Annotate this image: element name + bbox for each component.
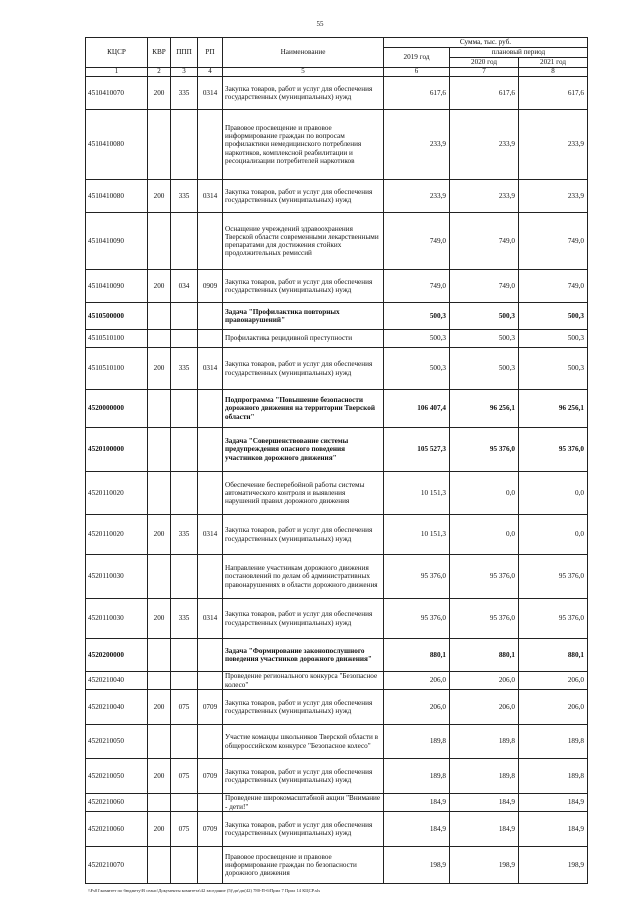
row-amount-2019: 206,0 (384, 690, 450, 725)
row-kcsr: 4520110020 (86, 515, 148, 555)
row-name: Проведение регионального конкурса "Безопасное колесо" (223, 672, 384, 690)
row-rp: 0314 (198, 515, 223, 555)
table-row (86, 794, 588, 812)
footer-file-path: \\Fs01\комитет по бюджету\В сеанс\Документы комитета\42 заседание (5)\дп\дп(42) 780-П-6\Прил 7 Прил 14 КЦСР.xls (88, 888, 321, 893)
row-rp: 0709 (198, 690, 223, 725)
table-row (86, 77, 588, 110)
row-amount-2019: 206,0 (384, 672, 450, 690)
row-rp (198, 639, 223, 672)
row-kcsr: 4520210050 (86, 759, 148, 794)
header-kvr: КВР (148, 38, 171, 68)
row-name: Закупка товаров, работ и услуг для обеспечения государственных (муниципальных) нужд (223, 270, 384, 303)
row-kcsr: 4520100000 (86, 428, 148, 472)
row-amount-2020: 95 376,0 (450, 599, 519, 639)
row-ppp (171, 303, 198, 330)
row-amount-2019: 184,9 (384, 812, 450, 847)
row-kvr (148, 213, 171, 270)
row-amount-2021: 95 376,0 (519, 555, 588, 599)
row-kcsr: 4520110030 (86, 599, 148, 639)
row-amount-2019: 106 407,4 (384, 390, 450, 428)
row-amount-2021: 500,3 (519, 348, 588, 390)
row-amount-2021: 96 256,1 (519, 390, 588, 428)
row-kvr: 200 (148, 812, 171, 847)
row-amount-2021: 500,3 (519, 303, 588, 330)
row-name: Правовое просвещение и правовое информирование граждан по безопасности дорожного движения (223, 847, 384, 884)
row-amount-2021: 189,8 (519, 725, 588, 759)
row-amount-2020: 189,8 (450, 725, 519, 759)
row-rp (198, 390, 223, 428)
row-ppp (171, 672, 198, 690)
table-row (86, 690, 588, 725)
row-amount-2019: 10 151,3 (384, 472, 450, 515)
row-kvr (148, 847, 171, 884)
row-kvr: 200 (148, 348, 171, 390)
row-amount-2021: 184,9 (519, 794, 588, 812)
row-name: Закупка товаров, работ и услуг для обеспечения государственных (муниципальных) нужд (223, 812, 384, 847)
row-kcsr: 4510510100 (86, 330, 148, 348)
row-kcsr: 4520110030 (86, 555, 148, 599)
table-row (86, 330, 588, 348)
row-amount-2019: 880,1 (384, 639, 450, 672)
row-name: Задача "Совершенствование системы предупреждения опасного поведения участников дорожного движения" (223, 428, 384, 472)
column-number: 7 (450, 68, 519, 77)
row-amount-2020: 500,3 (450, 330, 519, 348)
row-kvr (148, 330, 171, 348)
row-kvr: 200 (148, 515, 171, 555)
row-kvr: 200 (148, 759, 171, 794)
header-kcsr: КЦСР (86, 38, 148, 68)
column-number: 8 (519, 68, 588, 77)
table-row (86, 213, 588, 270)
row-ppp: 335 (171, 77, 198, 110)
row-amount-2021: 0,0 (519, 515, 588, 555)
table-row (86, 759, 588, 794)
row-amount-2019: 233,9 (384, 180, 450, 213)
table-row (86, 428, 588, 472)
budget-table (85, 37, 588, 884)
column-numbers-row (86, 68, 588, 77)
table-row (86, 515, 588, 555)
row-amount-2021: 0,0 (519, 472, 588, 515)
row-rp: 0709 (198, 759, 223, 794)
row-kvr (148, 428, 171, 472)
row-amount-2021: 189,8 (519, 759, 588, 794)
column-number: 4 (198, 68, 223, 77)
row-amount-2021: 206,0 (519, 690, 588, 725)
table-row (86, 348, 588, 390)
row-kvr: 200 (148, 599, 171, 639)
table-row (86, 725, 588, 759)
row-amount-2019: 198,9 (384, 847, 450, 884)
row-kcsr: 4520200000 (86, 639, 148, 672)
column-number: 1 (86, 68, 148, 77)
row-amount-2019: 233,9 (384, 110, 450, 180)
row-amount-2019: 500,3 (384, 303, 450, 330)
row-kcsr: 4520210050 (86, 725, 148, 759)
row-name: Закупка товаров, работ и услуг для обеспечения государственных (муниципальных) нужд (223, 690, 384, 725)
row-ppp (171, 847, 198, 884)
row-kvr (148, 390, 171, 428)
row-kcsr: 4520000000 (86, 390, 148, 428)
row-name: Закупка товаров, работ и услуг для обеспечения государственных (муниципальных) нужд (223, 599, 384, 639)
row-name: Оснащение учреждений здравоохранения Тверской области современными лекарственными препаратами для достижения стойких продолжительных ремиссий (223, 213, 384, 270)
table-row (86, 303, 588, 330)
table-row (86, 639, 588, 672)
row-kvr (148, 794, 171, 812)
row-amount-2020: 233,9 (450, 180, 519, 213)
row-ppp: 075 (171, 690, 198, 725)
row-rp (198, 213, 223, 270)
row-amount-2019: 95 376,0 (384, 599, 450, 639)
header-name: Наименование (223, 38, 384, 68)
row-rp (198, 794, 223, 812)
table-row (86, 270, 588, 303)
table-row (86, 180, 588, 213)
row-amount-2021: 749,0 (519, 213, 588, 270)
row-name: Задача "Формирование законопослушного поведения участников дорожного движения" (223, 639, 384, 672)
row-ppp: 075 (171, 759, 198, 794)
row-amount-2020: 198,9 (450, 847, 519, 884)
row-amount-2019: 749,0 (384, 213, 450, 270)
row-name: Правовое просвещение и правовое информирование граждан по вопросам профилактики немедицинского потребления наркотиков, комплексной реабилитации и ресоциализации потребителей наркотиков (223, 110, 384, 180)
row-ppp: 034 (171, 270, 198, 303)
row-kvr (148, 555, 171, 599)
row-amount-2020: 0,0 (450, 472, 519, 515)
row-amount-2019: 189,8 (384, 725, 450, 759)
row-rp: 0314 (198, 348, 223, 390)
row-amount-2021: 206,0 (519, 672, 588, 690)
row-amount-2020: 95 376,0 (450, 555, 519, 599)
row-rp (198, 847, 223, 884)
row-ppp (171, 390, 198, 428)
row-rp (198, 672, 223, 690)
row-amount-2019: 10 151,3 (384, 515, 450, 555)
row-ppp (171, 555, 198, 599)
row-ppp (171, 725, 198, 759)
row-rp (198, 303, 223, 330)
row-ppp: 335 (171, 599, 198, 639)
row-kcsr: 4510410080 (86, 180, 148, 213)
row-kvr (148, 672, 171, 690)
row-kcsr: 4520210040 (86, 672, 148, 690)
row-amount-2020: 880,1 (450, 639, 519, 672)
row-amount-2021: 95 376,0 (519, 599, 588, 639)
row-rp (198, 428, 223, 472)
page-number: 55 (316, 20, 324, 28)
row-amount-2019: 184,9 (384, 794, 450, 812)
row-amount-2020: 184,9 (450, 794, 519, 812)
column-number: 6 (384, 68, 450, 77)
header-2020: 2020 год (450, 58, 519, 68)
row-rp: 0709 (198, 812, 223, 847)
row-rp: 0909 (198, 270, 223, 303)
row-amount-2021: 749,0 (519, 270, 588, 303)
row-amount-2020: 95 376,0 (450, 428, 519, 472)
header-2021: 2021 год (519, 58, 588, 68)
row-amount-2019: 189,8 (384, 759, 450, 794)
table-row (86, 812, 588, 847)
row-name: Закупка товаров, работ и услуг для обеспечения государственных (муниципальных) нужд (223, 180, 384, 213)
row-kvr: 200 (148, 270, 171, 303)
row-name: Проведение широкомасштабной акции "Внимание - дети!" (223, 794, 384, 812)
header-ppp: ППП (171, 38, 198, 68)
row-kcsr: 4520210060 (86, 794, 148, 812)
table-row (86, 672, 588, 690)
row-kvr: 200 (148, 77, 171, 110)
row-amount-2019: 617,6 (384, 77, 450, 110)
row-kcsr: 4510500000 (86, 303, 148, 330)
row-amount-2020: 206,0 (450, 672, 519, 690)
table-row (86, 847, 588, 884)
row-ppp (171, 330, 198, 348)
row-ppp (171, 794, 198, 812)
row-amount-2019: 105 527,3 (384, 428, 450, 472)
row-ppp: 335 (171, 515, 198, 555)
row-kcsr: 4510410080 (86, 110, 148, 180)
row-amount-2021: 95 376,0 (519, 428, 588, 472)
row-amount-2020: 749,0 (450, 270, 519, 303)
header-planned-period: плановый период (450, 48, 588, 58)
row-amount-2020: 206,0 (450, 690, 519, 725)
row-rp (198, 110, 223, 180)
row-name: Подпрограмма "Повышение безопасности дорожного движения на территории Тверской области" (223, 390, 384, 428)
header-rp: РП (198, 38, 223, 68)
row-rp: 0314 (198, 77, 223, 110)
row-kcsr: 4520210070 (86, 847, 148, 884)
row-kcsr: 4520210060 (86, 812, 148, 847)
row-kvr (148, 472, 171, 515)
row-amount-2021: 233,9 (519, 110, 588, 180)
row-rp (198, 725, 223, 759)
row-name: Закупка товаров, работ и услуг для обеспечения государственных (муниципальных) нужд (223, 348, 384, 390)
row-kcsr: 4510510100 (86, 348, 148, 390)
row-amount-2020: 500,3 (450, 303, 519, 330)
header-2019: 2019 год (384, 48, 450, 68)
row-kcsr: 4510410070 (86, 77, 148, 110)
row-kcsr: 4520110020 (86, 472, 148, 515)
row-kcsr: 4510410090 (86, 213, 148, 270)
column-number: 2 (148, 68, 171, 77)
row-name: Закупка товаров, работ и услуг для обеспечения государственных (муниципальных) нужд (223, 515, 384, 555)
row-kvr (148, 110, 171, 180)
row-amount-2019: 749,0 (384, 270, 450, 303)
row-rp: 0314 (198, 180, 223, 213)
row-amount-2021: 233,9 (519, 180, 588, 213)
row-name: Направление участникам дорожного движения постановлений по делам об административных правонарушениях в области дорожного движения (223, 555, 384, 599)
row-kvr (148, 639, 171, 672)
row-name: Закупка товаров, работ и услуг для обеспечения государственных (муниципальных) нужд (223, 77, 384, 110)
row-amount-2020: 96 256,1 (450, 390, 519, 428)
row-name: Задача "Профилактика повторных правонарушений" (223, 303, 384, 330)
row-amount-2021: 198,9 (519, 847, 588, 884)
row-ppp (171, 428, 198, 472)
table-row (86, 390, 588, 428)
row-amount-2020: 0,0 (450, 515, 519, 555)
row-amount-2020: 749,0 (450, 213, 519, 270)
row-amount-2019: 500,3 (384, 330, 450, 348)
table-row (86, 555, 588, 599)
row-rp (198, 555, 223, 599)
header-sum: Сумма, тыс. руб. (384, 38, 588, 48)
row-ppp (171, 472, 198, 515)
row-kcsr: 4520210040 (86, 690, 148, 725)
row-ppp (171, 110, 198, 180)
row-name: Участие команды школьников Тверской области в общероссийском конкурсе "Безопасное колесо" (223, 725, 384, 759)
column-number: 3 (171, 68, 198, 77)
row-ppp (171, 639, 198, 672)
row-rp (198, 330, 223, 348)
row-amount-2021: 880,1 (519, 639, 588, 672)
row-kvr (148, 725, 171, 759)
row-rp: 0314 (198, 599, 223, 639)
row-kvr: 200 (148, 690, 171, 725)
row-amount-2021: 617,6 (519, 77, 588, 110)
table-row (86, 599, 588, 639)
row-ppp (171, 213, 198, 270)
table-row (86, 110, 588, 180)
row-amount-2021: 184,9 (519, 812, 588, 847)
column-number: 5 (223, 68, 384, 77)
table-row (86, 472, 588, 515)
row-name: Профилактика рецидивной преступности (223, 330, 384, 348)
row-ppp: 335 (171, 180, 198, 213)
row-kvr: 200 (148, 180, 171, 213)
row-amount-2019: 95 376,0 (384, 555, 450, 599)
row-amount-2021: 500,3 (519, 330, 588, 348)
row-amount-2020: 617,6 (450, 77, 519, 110)
row-amount-2020: 233,9 (450, 110, 519, 180)
row-amount-2020: 500,3 (450, 348, 519, 390)
row-amount-2020: 184,9 (450, 812, 519, 847)
row-amount-2020: 189,8 (450, 759, 519, 794)
row-name: Закупка товаров, работ и услуг для обеспечения государственных (муниципальных) нужд (223, 759, 384, 794)
row-kvr (148, 303, 171, 330)
row-ppp: 335 (171, 348, 198, 390)
row-name: Обеспечение бесперебойной работы системы автоматического контроля и выявления нарушений правил дорожного движения (223, 472, 384, 515)
row-ppp: 075 (171, 812, 198, 847)
row-amount-2019: 500,3 (384, 348, 450, 390)
row-rp (198, 472, 223, 515)
row-kcsr: 4510410090 (86, 270, 148, 303)
